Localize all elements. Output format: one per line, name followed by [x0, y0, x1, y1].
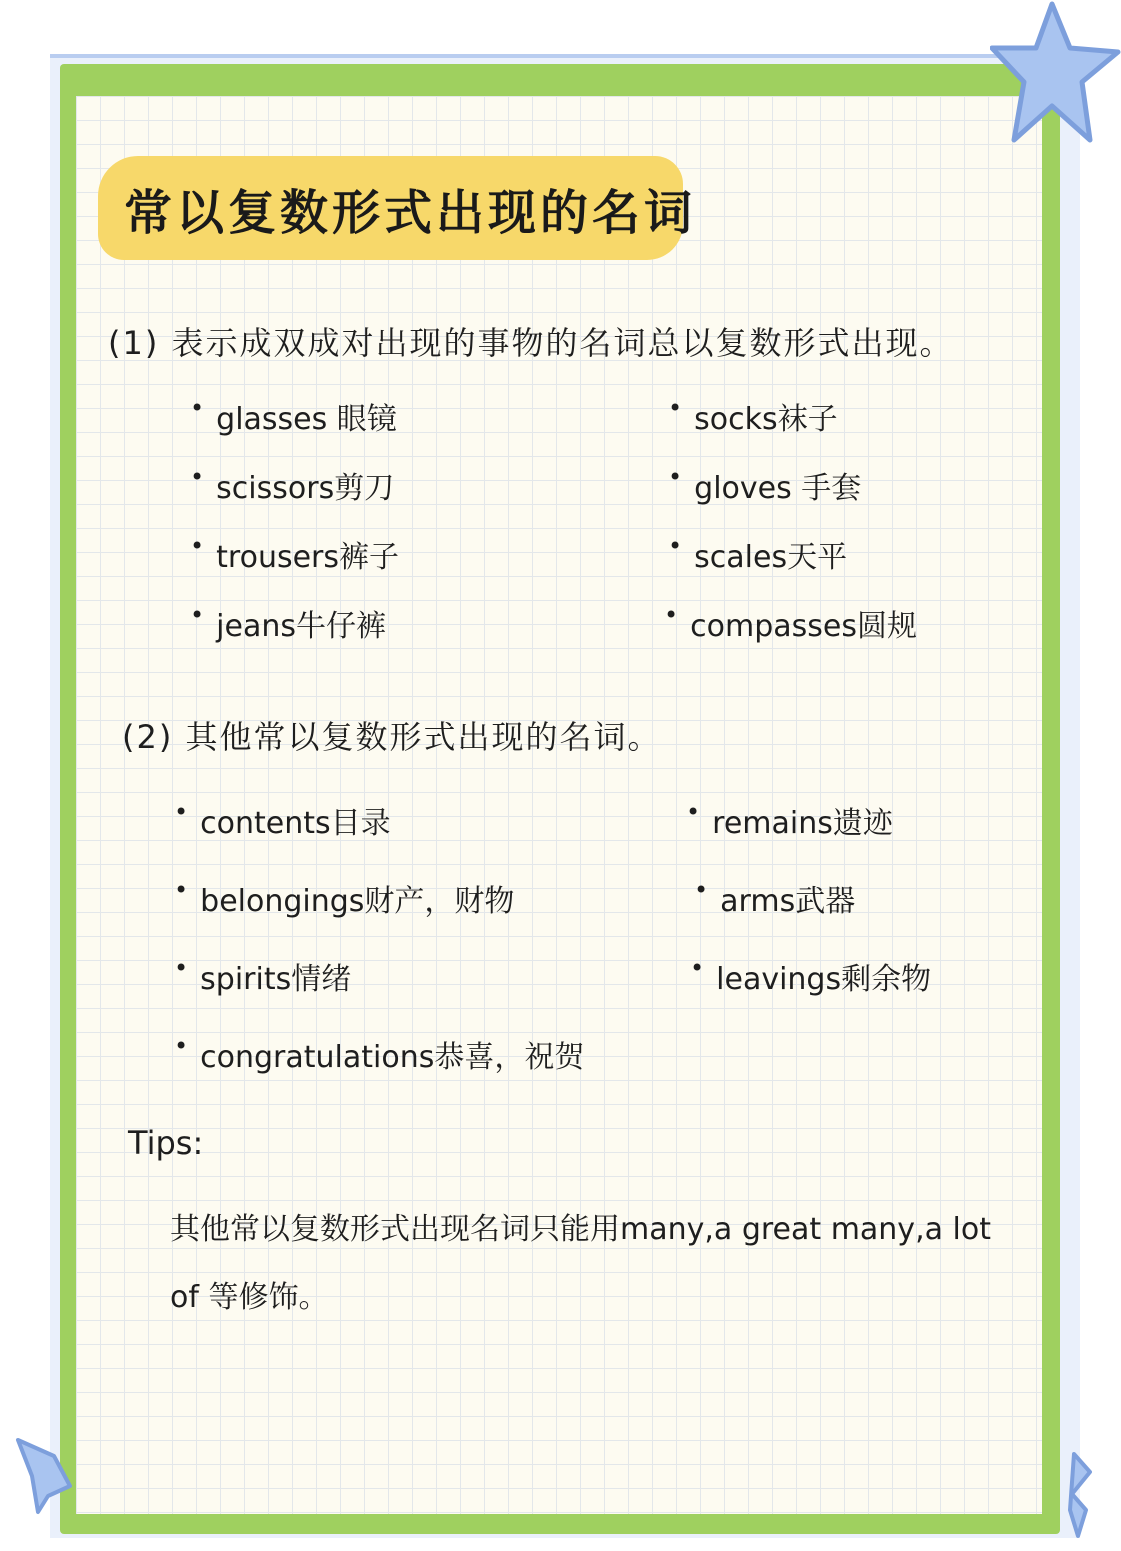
list-item: • arms武器 — [694, 876, 856, 919]
list-item: • glasses 眼镜 — [190, 394, 397, 437]
bullet-icon: • — [668, 394, 683, 422]
bullet-icon: • — [190, 394, 205, 422]
list-item: • remains遗迹 — [686, 798, 893, 841]
bullet-icon: • — [174, 876, 189, 904]
section1-heading: (1) 表示成双成对出现的事物的名词总以复数形式出现。 — [108, 324, 954, 362]
list-item: • jeans牛仔裤 — [190, 601, 386, 644]
star-icon-bottom-right — [1066, 1450, 1106, 1540]
list-item: • contents目录 — [174, 798, 391, 841]
bullet-icon: • — [668, 532, 683, 560]
list-item: • gloves 手套 — [668, 463, 862, 506]
bullet-icon: • — [190, 532, 205, 560]
bullet-icon: • — [686, 798, 701, 826]
bullet-icon: • — [690, 954, 705, 982]
list-item: • leavings剩余物 — [690, 954, 932, 997]
bullet-icon: • — [174, 1032, 189, 1060]
title-highlight — [98, 156, 697, 260]
list-item: • scissors剪刀 — [190, 463, 395, 506]
bullet-icon: • — [174, 954, 189, 982]
list-item: • scales天平 — [668, 532, 848, 575]
bullet-icon: • — [694, 876, 709, 904]
bullet-icon: • — [668, 463, 683, 491]
list-item: • belongings财产，财物 — [174, 876, 515, 919]
star-icon-top-right — [990, 0, 1121, 146]
star-icon-bottom-left — [14, 1436, 74, 1516]
list-item: • socks袜子 — [668, 394, 838, 437]
bullet-icon: • — [190, 463, 205, 491]
section2-heading: (2) 其他常以复数形式出现的名词。 — [122, 718, 662, 756]
list-item: • trousers裤子 — [190, 532, 400, 575]
tips-label: Tips: — [128, 1124, 204, 1162]
bullet-icon: • — [174, 798, 189, 826]
bullet-icon: • — [190, 601, 205, 629]
bullet-icon: • — [664, 601, 679, 629]
page-title: 常以复数形式出现的名词 — [124, 184, 697, 241]
tips-body: 其他常以复数形式出现名词只能用many,a great many,a lot of 等修饰。 — [170, 1212, 991, 1315]
list-item: • congratulations恭喜，祝贺 — [174, 1032, 585, 1075]
list-item: • spirits情绪 — [174, 954, 352, 997]
list-item: • compasses圆规 — [664, 601, 918, 644]
